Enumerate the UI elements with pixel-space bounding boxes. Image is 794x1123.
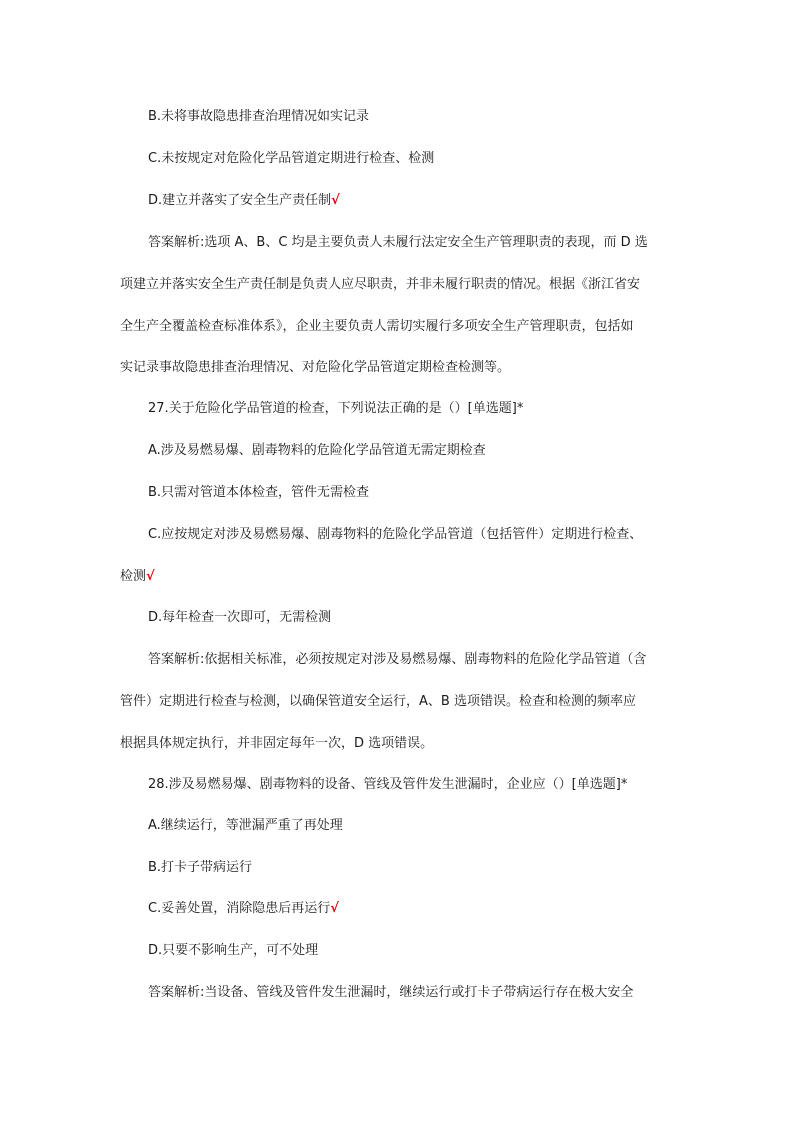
correct-check-icon: √: [331, 193, 340, 208]
correct-check-icon: √: [146, 569, 155, 584]
q28-option-b: B.打卡子带病运行: [148, 860, 253, 875]
q27-analysis-line: 根据具体规定执行，并非固定每年一次，D 选项错误。: [120, 736, 434, 751]
q27-option-c-continued: 检测√: [120, 569, 155, 584]
q27-option-c: C.应按规定对涉及易燃易爆、剧毒物料的危险化学品管道（包括管件）定期进行检查、: [148, 527, 643, 542]
q26-option-b: B.未将事故隐患排查治理情况如实记录: [148, 109, 370, 124]
q26-analysis-line: 项建立并落实安全生产责任制是负责人应尽职责，并非未履行职责的情况。根据《浙江省安: [120, 277, 641, 292]
correct-check-icon: √: [330, 901, 339, 916]
q27-option-a: A.涉及易燃易爆、剧毒物料的危险化学品管道无需定期检查: [148, 443, 486, 458]
q27-option-b: B.只需对管道本体检查，管件无需检查: [148, 485, 370, 500]
q27-question: 27.关于危险化学品管道的检查，下列说法正确的是（）[单选题]*: [148, 401, 524, 416]
q28-question: 28.涉及易燃易爆、剧毒物料的设备、管线及管件发生泄漏时，企业应（）[单选题]*: [148, 777, 628, 792]
q26-option-d: D.建立并落实了安全生产责任制√: [148, 193, 340, 208]
q28-analysis-line: 答案解析:当设备、管线及管件发生泄漏时，继续运行或打卡子带病运行存在极大安全: [148, 985, 634, 1000]
q26-analysis-line: 答案解析:选项 A、B、C 均是主要负责人未履行法定安全生产管理职责的表现，而 D 选: [148, 235, 648, 250]
q27-analysis-line: 管件）定期进行检查与检测，以确保管道安全运行，A、B 选项错误。检查和检测的频率应: [120, 694, 636, 709]
q26-analysis-line: 全生产全覆盖检查标准体系》，企业主要负责人需切实履行多项安全生产管理职责，包括如: [120, 319, 634, 334]
q28-option-c: C.妥善处置，消除隐患后再运行√: [148, 901, 339, 916]
q27-analysis-line: 答案解析:依据相关标准，必须按规定对涉及易燃易爆、剧毒物料的危险化学品管道（含: [148, 652, 647, 667]
q28-option-d: D.只要不影响生产，可不处理: [148, 943, 319, 958]
q27-option-d: D.每年检查一次即可，无需检测: [148, 610, 332, 625]
q26-analysis-line: 实记录事故隐患排查治理情况、对危险化学品管道定期检查检测等。: [120, 360, 511, 375]
q28-option-a: A.继续运行，等泄漏严重了再处理: [148, 818, 343, 833]
q26-option-c: C.未按规定对危险化学品管道定期进行检查、检测: [148, 151, 435, 166]
